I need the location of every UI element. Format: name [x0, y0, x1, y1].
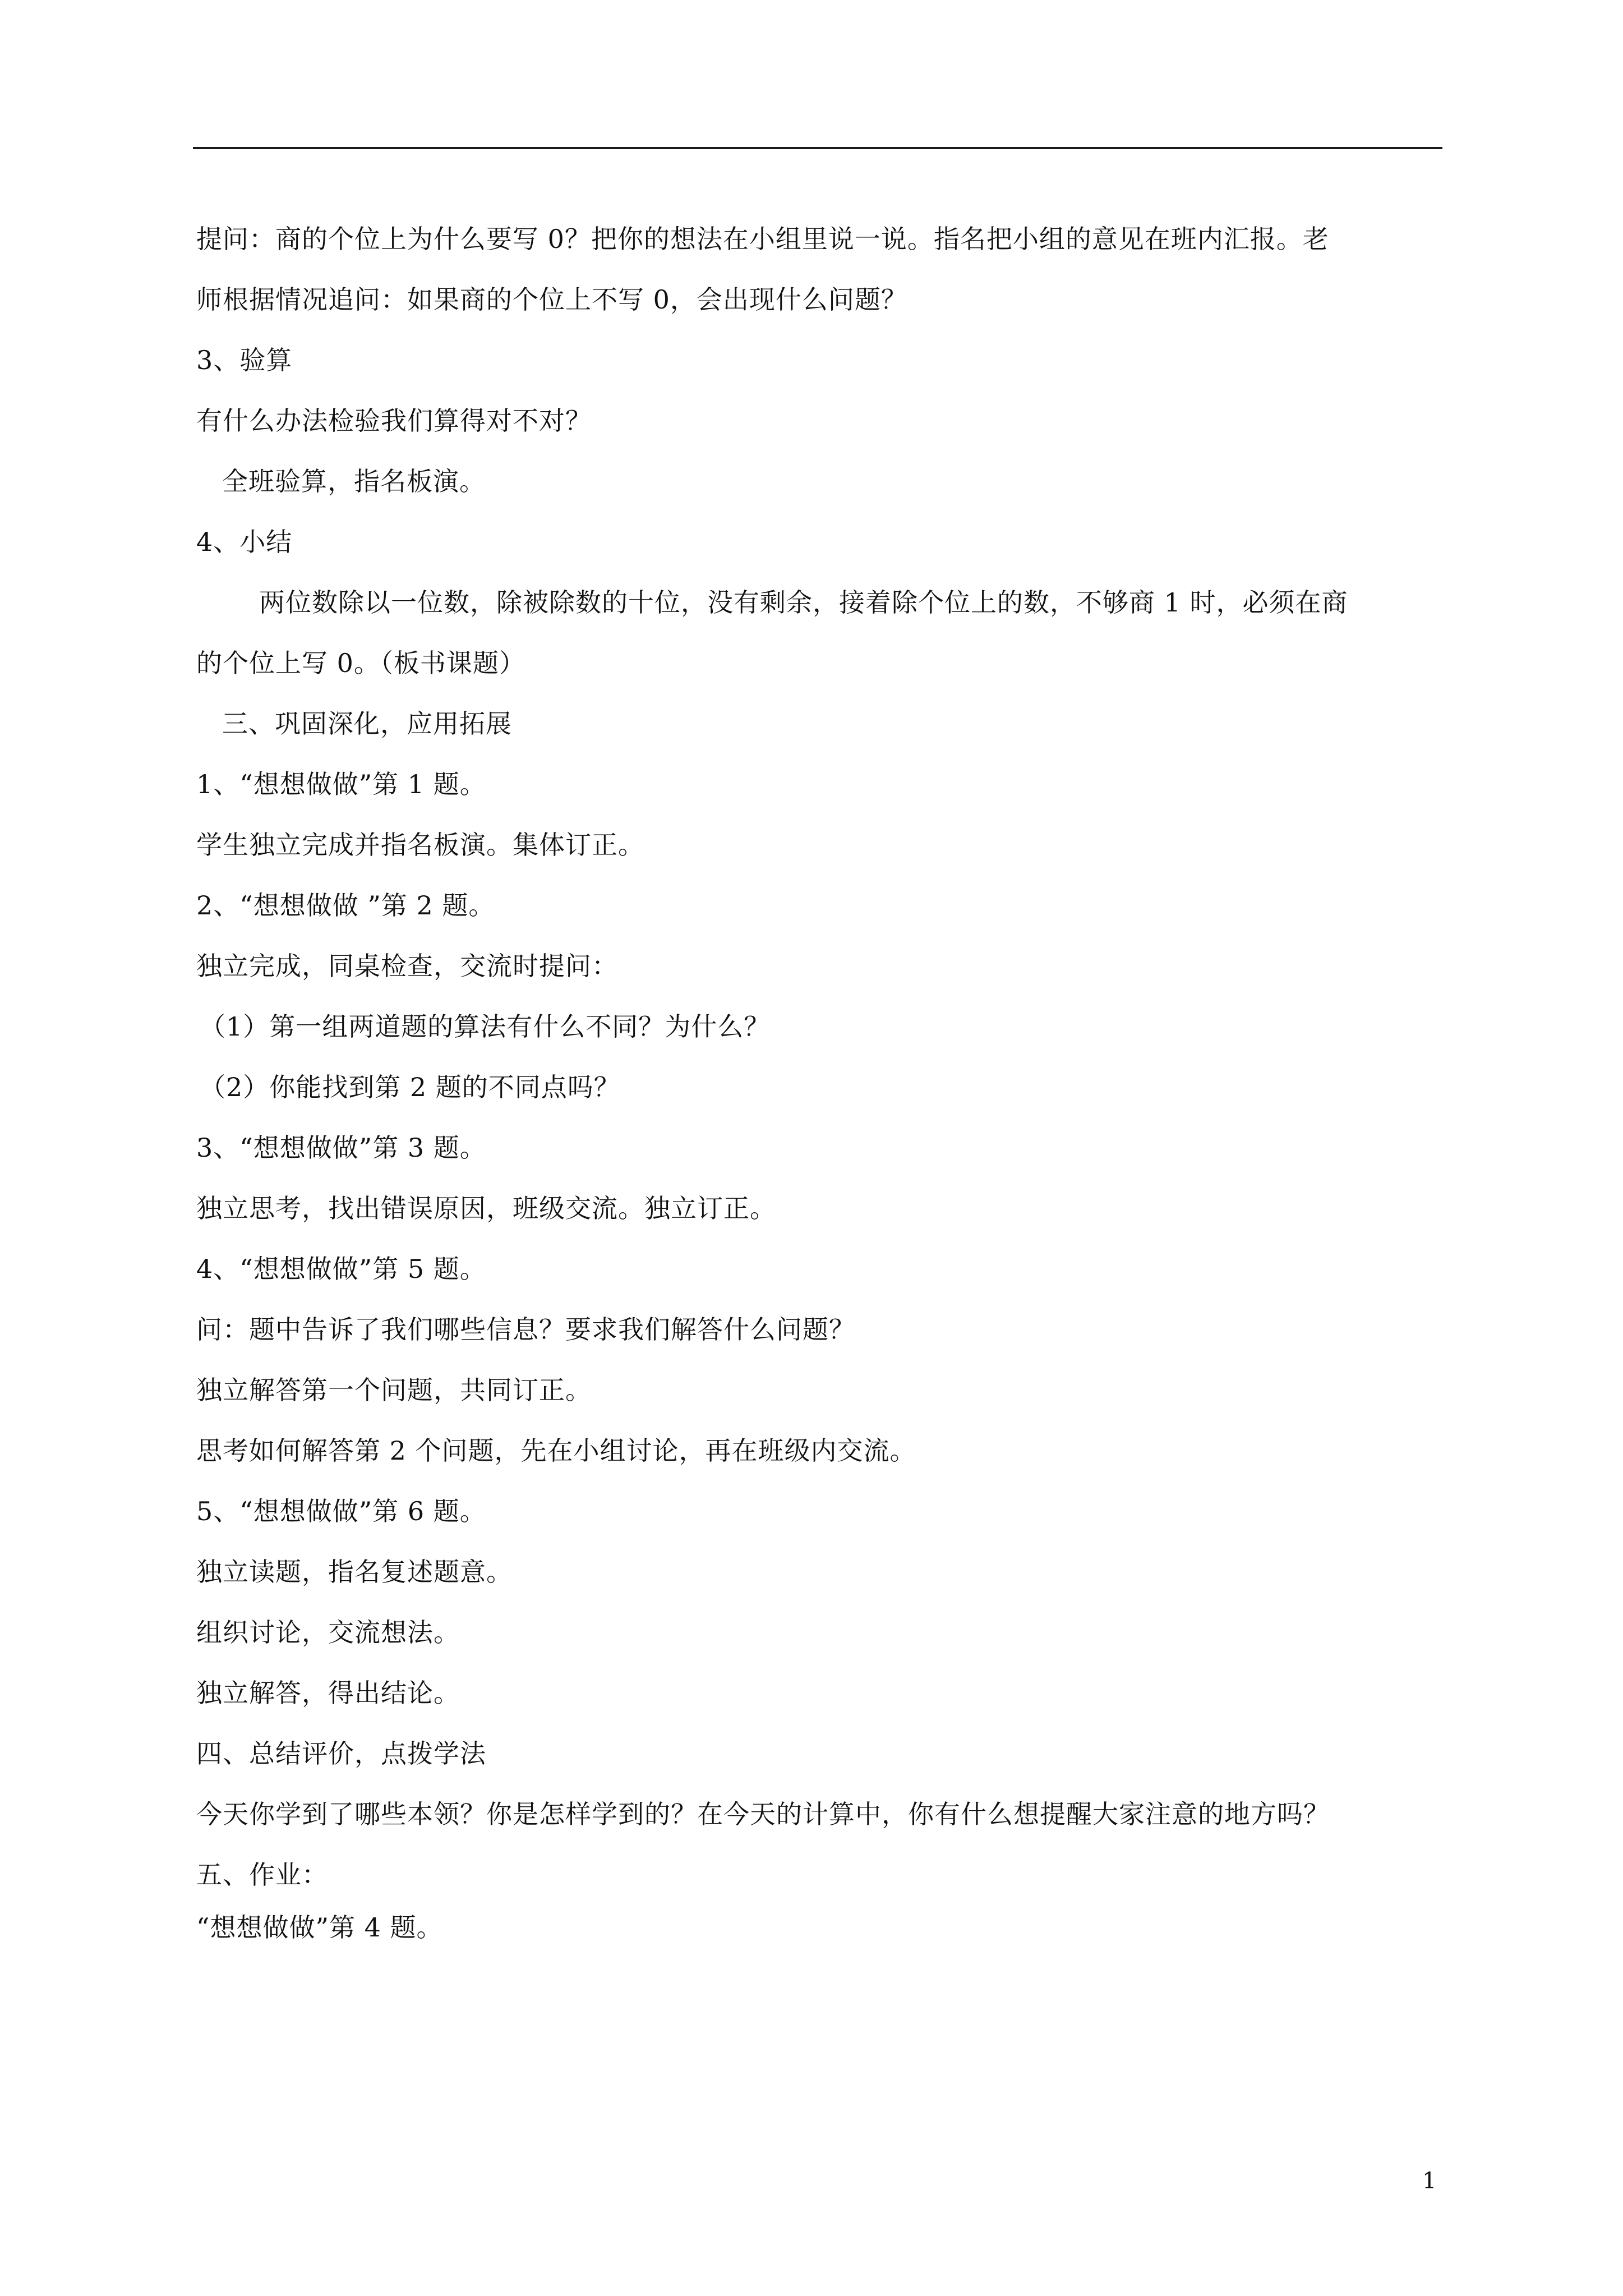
text-line: 问：题中告诉了我们哪些信息？要求我们解答什么问题？ [196, 1314, 855, 1345]
text-line: 独立解答第一个问题，共同订正。 [196, 1375, 592, 1405]
list-item: 3、“想想做做”第 3 题。 [196, 1133, 486, 1163]
section-heading: 3、验算 [196, 345, 293, 375]
text-line: 思考如何解答第 2 个问题，先在小组讨论，再在班级内交流。 [196, 1435, 916, 1466]
text-line: 组织讨论，交流想法。 [196, 1617, 460, 1648]
text-line: 两位数除以一位数，除被除数的十位，没有剩余，接着除个位上的数，不够商 1 时，必须在商 [259, 587, 1348, 618]
list-item: 4、“想想做做”第 5 题。 [196, 1254, 486, 1284]
text-line: “想想做做”第 4 题。 [196, 1912, 443, 1943]
document-body [196, 209, 1436, 1958]
text-line: 全班验算，指名板演。 [222, 466, 486, 496]
section-heading: 三、巩固深化，应用拓展 [222, 708, 512, 739]
text-line: 独立思考，找出错误原因，班级交流。独立订正。 [196, 1193, 776, 1223]
page-number: 1 [1422, 2168, 1437, 2194]
list-item: 1、“想想做做”第 1 题。 [196, 769, 486, 799]
list-item: 2、“想想做做 ”第 2 题。 [196, 890, 495, 921]
section-heading: 五、作业： [196, 1860, 328, 1890]
text-line: 师根据情况追问：如果商的个位上不写 0，会出现什么问题？ [196, 284, 907, 315]
text-line: 独立读题，指名复述题意。 [196, 1557, 513, 1587]
text-line: 今天你学到了哪些本领？你是怎样学到的？在今天的计算中，你有什么想提醒大家注意的地方吗？ [196, 1799, 1330, 1829]
text-line: 学生独立完成并指名板演。集体订正。 [196, 830, 644, 860]
list-item: （2）你能找到第 2 题的不同点吗？ [200, 1072, 620, 1102]
text-line: 独立完成，同桌检查，交流时提问： [196, 951, 618, 981]
section-heading: 4、小结 [196, 527, 293, 557]
list-item: （1）第一组两道题的算法有什么不同？为什么？ [200, 1011, 771, 1042]
text-line: 独立解答，得出结论。 [196, 1678, 460, 1708]
text-line: 有什么办法检验我们算得对不对？ [196, 406, 592, 436]
text-line: 的个位上写 0。（板书课题） [196, 648, 525, 678]
header-rule [193, 147, 1442, 149]
list-item: 5、“想想做做”第 6 题。 [196, 1496, 486, 1526]
section-heading: 四、总结评价，点拨学法 [196, 1738, 486, 1769]
text-line: 提问：商的个位上为什么要写 0？把你的想法在小组里说一说。指名把小组的意见在班内汇报。老 [196, 224, 1329, 254]
